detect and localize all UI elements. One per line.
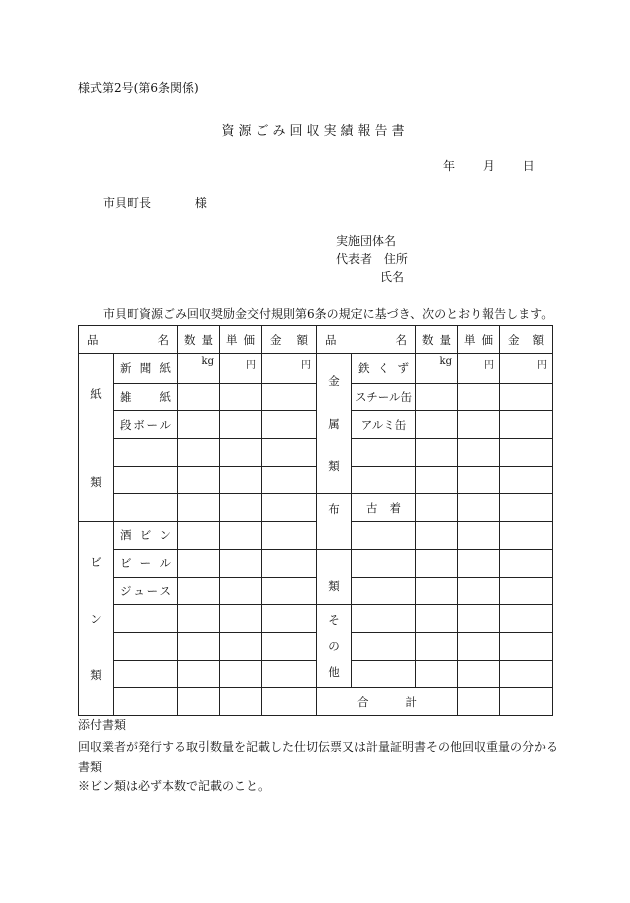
cell (114, 494, 178, 522)
cell (458, 383, 500, 411)
date-line (443, 157, 535, 174)
cell (114, 466, 178, 494)
representative-label: 代表者 (336, 252, 373, 266)
cell (178, 522, 220, 550)
item-aluminum-can: アルミ缶 (352, 411, 416, 439)
cell (114, 632, 178, 660)
table-row (79, 439, 553, 467)
cell (458, 466, 500, 494)
item-juice-bottle: ジュース (114, 577, 178, 605)
cell (352, 466, 416, 494)
cell (416, 466, 458, 494)
cell (352, 577, 416, 605)
cell (262, 466, 317, 494)
cell (416, 660, 458, 688)
cell (458, 439, 500, 467)
category-cloth: 布 (317, 494, 352, 549)
cell (352, 605, 416, 633)
table-row (79, 605, 553, 633)
cell (178, 660, 220, 688)
category-paper: 紙 類 (79, 354, 114, 522)
cell (220, 632, 262, 660)
cell (262, 632, 317, 660)
cell (262, 522, 317, 550)
total-amount (500, 688, 553, 716)
cell (262, 549, 317, 577)
cell (500, 660, 553, 688)
cell (220, 494, 262, 522)
table-row (79, 383, 553, 411)
item-steel-can: スチール缶 (352, 383, 416, 411)
cell (416, 522, 458, 550)
unit-kg: kg (178, 354, 220, 384)
cell (178, 494, 220, 522)
cell (220, 577, 262, 605)
cell (114, 688, 178, 716)
item-sake-bottle: 酒ビン (114, 522, 178, 550)
unit-yen: 円 (458, 354, 500, 384)
cell (500, 632, 553, 660)
name-label: 氏名 (380, 270, 405, 284)
cell (220, 466, 262, 494)
cell (458, 549, 500, 577)
item-mixed-paper: 雑紙 (114, 383, 178, 411)
unit-yen: 円 (262, 354, 317, 384)
attachment-description: 回収業者が発行する取引数量を記載した仕切伝票又は計量証明書その他回収重量の分かる (78, 740, 559, 754)
unit-yen: 円 (500, 354, 553, 384)
cell (416, 494, 458, 522)
cell (500, 383, 553, 411)
quantity-header-right: 数量 (416, 326, 458, 354)
table-row (79, 411, 553, 439)
item-newspaper: 新聞紙 (114, 354, 178, 384)
category-metal: 金 属 類 (317, 354, 352, 494)
cell (262, 688, 317, 716)
cell (500, 466, 553, 494)
unit-yen: 円 (220, 354, 262, 384)
cell (220, 411, 262, 439)
statement: 市貝町資源ごみ回収奨励金交付規則第6条の規定に基づき、次のとおり報告します。 (103, 307, 554, 321)
cell (416, 439, 458, 467)
cell (458, 577, 500, 605)
date-day-label: 日 (522, 159, 535, 173)
cell (114, 605, 178, 633)
addressee (103, 194, 207, 211)
cell (416, 577, 458, 605)
total-label: 合 計 (317, 688, 458, 716)
cell (416, 632, 458, 660)
table-row (79, 466, 553, 494)
cell (220, 439, 262, 467)
table-row (79, 522, 553, 550)
item-cardboard: 段ボール (114, 411, 178, 439)
category-bottles: ビ ン 類 (79, 522, 114, 716)
cell (500, 494, 553, 522)
cell (352, 632, 416, 660)
addressee-honorific: 様 (194, 196, 207, 210)
cell (262, 439, 317, 467)
cell (262, 577, 317, 605)
cell (178, 549, 220, 577)
cell (220, 549, 262, 577)
cell (352, 522, 416, 550)
cell (458, 411, 500, 439)
unit-price-header-right: 単価 (458, 326, 500, 354)
category-cloth-suffix: 類 (317, 549, 352, 604)
cell (458, 522, 500, 550)
cell (416, 383, 458, 411)
item-used-clothes: 古着 (352, 494, 416, 522)
representative-line (336, 250, 408, 267)
cell (500, 549, 553, 577)
cell (416, 411, 458, 439)
table-row (79, 577, 553, 605)
item-header-right: 品 名 (317, 326, 416, 354)
cell (220, 688, 262, 716)
cell (220, 522, 262, 550)
cell (500, 411, 553, 439)
cell (500, 522, 553, 550)
cell (500, 577, 553, 605)
cell (500, 605, 553, 633)
table-header-row (79, 326, 553, 354)
cell (178, 577, 220, 605)
total-unit-price (458, 688, 500, 716)
cell (262, 383, 317, 411)
date-year-label: 年 (443, 159, 456, 173)
cell (178, 411, 220, 439)
cell (416, 549, 458, 577)
cell (416, 605, 458, 633)
cell (352, 549, 416, 577)
address-label: 住所 (383, 252, 408, 266)
cell (178, 605, 220, 633)
cell (114, 660, 178, 688)
cell (458, 605, 500, 633)
cell (178, 466, 220, 494)
cell (352, 439, 416, 467)
unit-kg: kg (416, 354, 458, 384)
cell (220, 660, 262, 688)
cell (458, 660, 500, 688)
cell (178, 632, 220, 660)
cell (178, 383, 220, 411)
item-header-left: 品 名 (79, 326, 178, 354)
cell (262, 605, 317, 633)
item-beer-bottle: ビール (114, 549, 178, 577)
table-row (79, 354, 553, 384)
amount-header-right: 金 額 (500, 326, 553, 354)
cell (500, 439, 553, 467)
cell (352, 660, 416, 688)
unit-price-header-left: 単価 (220, 326, 262, 354)
table-row (79, 494, 553, 522)
attachment-heading: 添付書類 (78, 718, 127, 732)
cell (262, 411, 317, 439)
amount-header-left: 金 額 (262, 326, 317, 354)
addressee-name: 市貝町長 (103, 196, 152, 210)
cell (262, 660, 317, 688)
table-row (79, 549, 553, 577)
document-title: 資源ごみ回収実績報告書 (221, 124, 409, 139)
category-other: そ の 他 (317, 605, 352, 688)
cell (220, 383, 262, 411)
item-scrap-iron: 鉄くず (352, 354, 416, 384)
form-number: 様式第2号(第6条関係) (78, 81, 199, 95)
table-row (79, 632, 553, 660)
cell (220, 605, 262, 633)
cell (262, 494, 317, 522)
cell (458, 632, 500, 660)
table-row (79, 660, 553, 688)
date-month-label: 月 (482, 159, 495, 173)
table-row (79, 688, 553, 716)
cell (114, 439, 178, 467)
cell (458, 494, 500, 522)
quantity-header-left: 数量 (178, 326, 220, 354)
bottle-note: ※ビン類は必ず本数で記載のこと。 (78, 779, 271, 793)
org-name-label: 実施団体名 (336, 234, 397, 248)
report-table (78, 325, 553, 716)
cell (178, 688, 220, 716)
attachment-description-cont: 書類 (78, 760, 103, 774)
cell (178, 439, 220, 467)
